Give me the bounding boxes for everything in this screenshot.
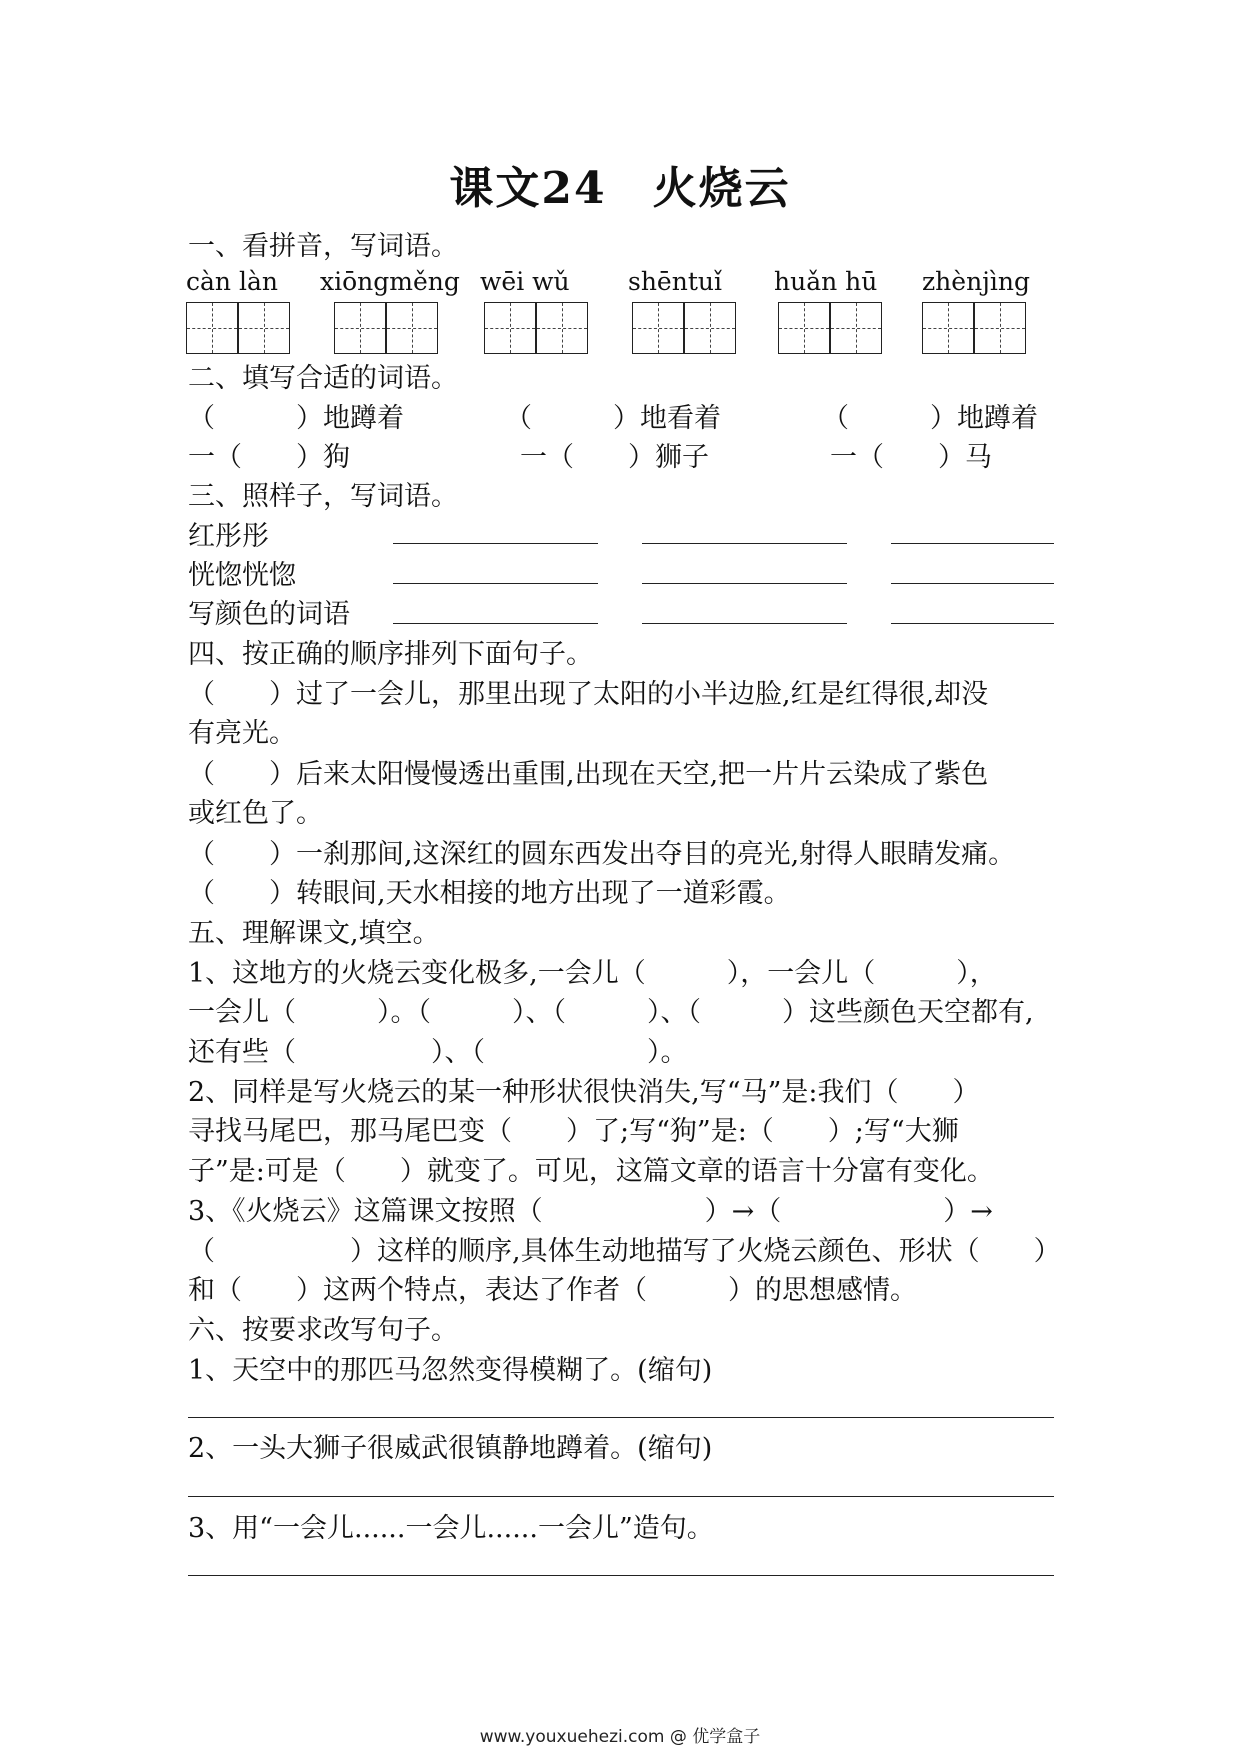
example-word: 恍惚恍惚 xyxy=(188,560,296,591)
page-title: 课文24 火烧云 xyxy=(449,163,791,214)
section-2-heading: 二、填写合适的词语。 xyxy=(188,363,458,394)
answer-line[interactable] xyxy=(642,583,847,584)
answer-line[interactable] xyxy=(188,1575,1054,1576)
section-1-heading: 一、看拼音，写词语。 xyxy=(188,231,458,262)
paragraph-line: 2、同样是写火烧云的某一种形状很快消失,写“马”是:我们（ ） xyxy=(188,1077,980,1108)
writing-box[interactable] xyxy=(238,302,290,354)
rewrite-question-3: 3、用“一会儿......一会儿......一会儿”造句。 xyxy=(188,1513,714,1544)
writing-box[interactable] xyxy=(922,302,974,354)
footer-watermark[interactable]: www.youxuehezi.com @ 优学盒子 xyxy=(479,1727,761,1747)
writing-box[interactable] xyxy=(632,302,684,354)
paragraph-line: 寻找马尾巴，那马尾巴变（ ）了;写“狗”是:（ ）;写“大狮 xyxy=(188,1116,959,1147)
answer-line[interactable] xyxy=(393,623,598,624)
rewrite-question-2: 2、一头大狮子很威武很镇静地蹲着。(缩句) xyxy=(188,1433,713,1464)
paragraph-line: （ ）这样的顺序,具体生动地描写了火烧云颜色、形状（ ） xyxy=(188,1236,1061,1267)
sentence-line: （ ）过了一会儿，那里出现了太阳的小半边脸,红是红得很,却没 xyxy=(188,679,989,710)
pinyin-2: xiōngměng xyxy=(320,267,460,296)
answer-line[interactable] xyxy=(393,543,598,544)
paragraph-line: 3、《火烧云》这篇课文按照（ ）→（ ）→ xyxy=(188,1196,993,1227)
writing-box[interactable] xyxy=(186,302,238,354)
section-4-heading: 四、按正确的顺序排列下面句子。 xyxy=(188,639,593,670)
answer-line[interactable] xyxy=(642,623,847,624)
pinyin-5: huǎn hū xyxy=(774,267,878,296)
answer-line[interactable] xyxy=(891,583,1054,584)
writing-box[interactable] xyxy=(778,302,830,354)
writing-box[interactable] xyxy=(386,302,438,354)
section-6-heading: 六、按要求改写句子。 xyxy=(188,1315,458,1346)
fill-item[interactable]: 一（ ）狮子 xyxy=(520,442,709,473)
writing-box[interactable] xyxy=(830,302,882,354)
sentence-line: （ ）转眼间,天水相接的地方出现了一道彩霞。 xyxy=(188,878,791,909)
writing-box[interactable] xyxy=(334,302,386,354)
answer-line[interactable] xyxy=(188,1496,1054,1497)
paragraph-line: 和（ ）这两个特点，表达了作者（ ）的思想感情。 xyxy=(188,1275,917,1306)
pinyin-4: shēntuǐ xyxy=(628,267,722,296)
writing-box[interactable] xyxy=(536,302,588,354)
rewrite-question-1: 1、天空中的那匹马忽然变得模糊了。(缩句) xyxy=(188,1355,713,1386)
sentence-line: 有亮光。 xyxy=(188,718,296,749)
answer-line[interactable] xyxy=(393,583,598,584)
answer-line[interactable] xyxy=(891,543,1054,544)
paragraph-line: 还有些（ ）、（ ）。 xyxy=(188,1037,688,1068)
answer-line[interactable] xyxy=(891,623,1054,624)
example-word: 红彤彤 xyxy=(188,521,269,552)
answer-line[interactable] xyxy=(642,543,847,544)
section-3-heading: 三、照样子，写词语。 xyxy=(188,481,458,512)
writing-box[interactable] xyxy=(684,302,736,354)
answer-line[interactable] xyxy=(188,1417,1054,1418)
fill-item[interactable]: （ ）地蹲着 xyxy=(188,403,404,434)
sentence-line: 或红色了。 xyxy=(188,798,323,829)
writing-box[interactable] xyxy=(484,302,536,354)
pinyin-6: zhènjìng xyxy=(922,267,1031,296)
fill-item[interactable]: 一（ ）马 xyxy=(830,442,992,473)
fill-item[interactable]: （ ）地看着 xyxy=(505,403,721,434)
example-word: 写颜色的词语 xyxy=(188,599,350,630)
fill-item[interactable]: （ ）地蹲着 xyxy=(822,403,1038,434)
paragraph-line: 一会儿（ ）。（ ）、（ ）、（ ）这些颜色天空都有, xyxy=(188,997,1034,1028)
fill-item[interactable]: 一（ ）狗 xyxy=(188,442,350,473)
sentence-line: （ ）一刹那间,这深红的圆东西发出夺目的亮光,射得人眼睛发痛。 xyxy=(188,839,1016,870)
paragraph-line: 子”是:可是（ ）就变了。可见，这篇文章的语言十分富有变化。 xyxy=(188,1156,994,1187)
paragraph-line: 1、这地方的火烧云变化极多,一会儿（ ），一会儿（ ）， xyxy=(188,958,997,989)
pinyin-3: wēi wǔ xyxy=(480,267,570,296)
sentence-line: （ ）后来太阳慢慢透出重围,出现在天空,把一片片云染成了紫色 xyxy=(188,759,989,790)
section-5-heading: 五、理解课文,填空。 xyxy=(188,918,440,949)
writing-box[interactable] xyxy=(974,302,1026,354)
pinyin-1: càn làn xyxy=(186,267,278,296)
